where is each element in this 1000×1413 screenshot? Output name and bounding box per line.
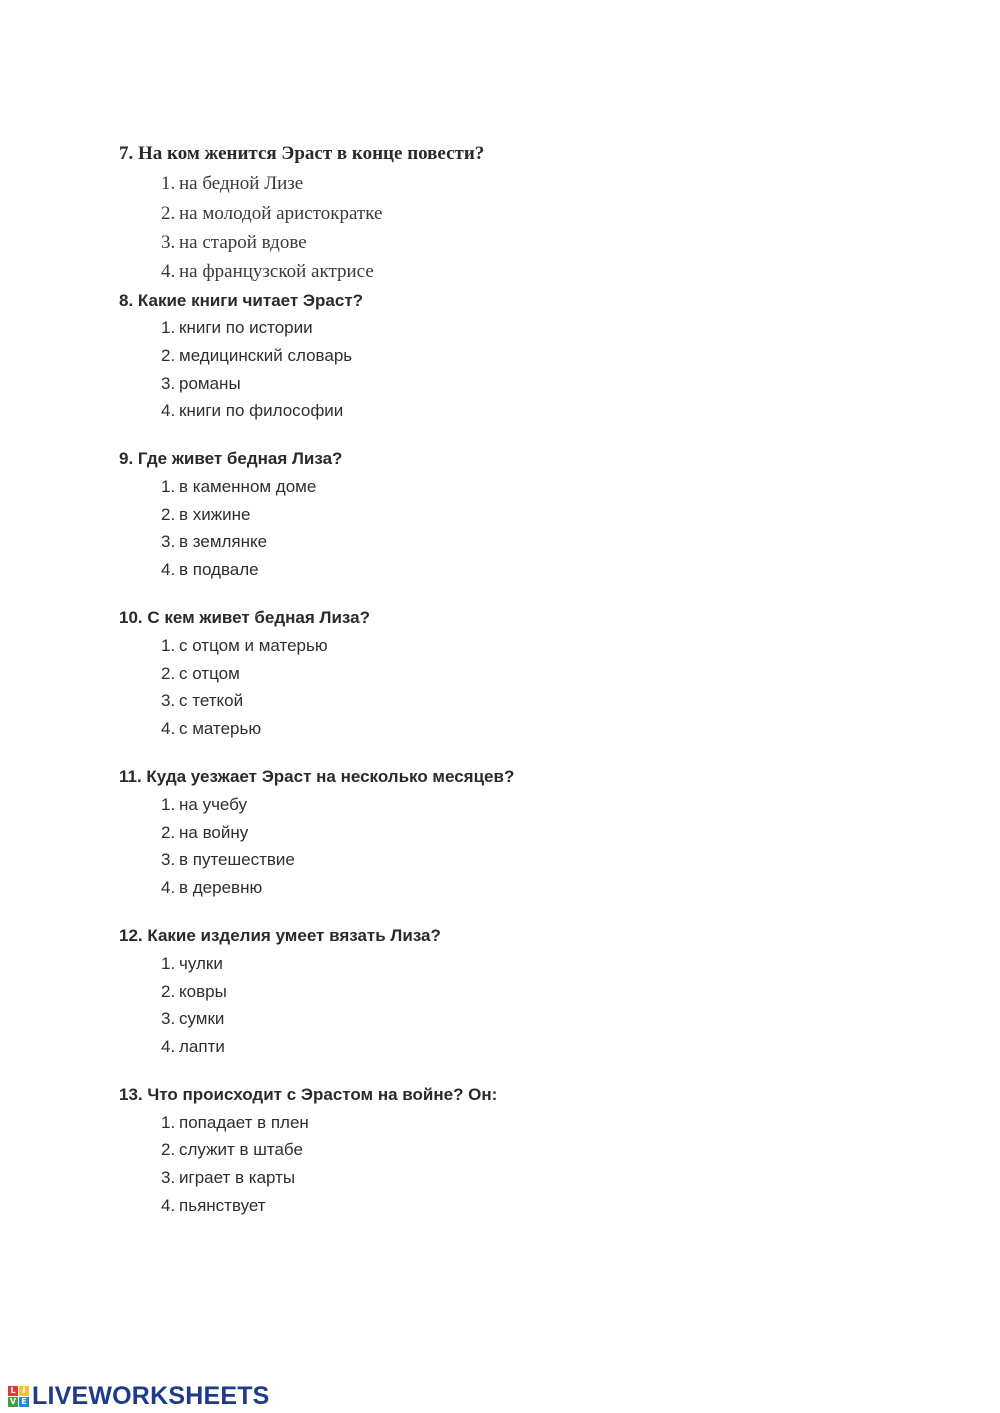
option-number: 3. — [161, 1009, 176, 1028]
option-text: в каменном доме — [179, 477, 317, 496]
option-number: 3. — [161, 232, 176, 253]
option-text: с матерью — [179, 719, 262, 738]
question-11-option-4[interactable] — [161, 878, 262, 898]
option-number: 1. — [161, 954, 176, 973]
logo-mark-letter: V — [9, 1396, 17, 1406]
question-11-option-1[interactable] — [161, 795, 247, 815]
question-12-option-2[interactable] — [161, 982, 227, 1002]
option-text: на французской актрисе — [179, 261, 374, 282]
option-text: с отцом и матерью — [179, 636, 328, 655]
option-text: ковры — [179, 982, 227, 1001]
question-13-option-2[interactable] — [161, 1140, 303, 1160]
option-text: в землянке — [179, 532, 268, 551]
question-7-option-4[interactable] — [161, 261, 374, 283]
liveworksheets-mark-icon — [8, 1386, 29, 1407]
question-9-option-1[interactable] — [161, 477, 316, 497]
option-number: 2. — [161, 346, 176, 365]
option-number: 3. — [161, 374, 176, 393]
question-9-option-2[interactable] — [161, 505, 250, 525]
option-number: 2. — [161, 823, 176, 842]
question-11-title: 11. Куда уезжает Эраст на несколько месяцев? — [119, 767, 515, 786]
option-number: 1. — [161, 173, 176, 194]
option-text: в подвале — [179, 560, 259, 579]
question-9-title: 9. Где живет бедная Лиза? — [119, 449, 343, 468]
question-8-option-3[interactable] — [161, 374, 241, 394]
option-text: на войну — [179, 823, 249, 842]
question-12-option-1[interactable] — [161, 954, 223, 974]
option-number: 4. — [161, 1196, 176, 1215]
question-13-title: 13. Что происходит с Эрастом на войне? Он: — [119, 1085, 498, 1104]
option-text: пьянствует — [179, 1196, 266, 1215]
option-text: с теткой — [179, 691, 244, 710]
question-9-option-3[interactable] — [161, 532, 267, 552]
option-text: в хижине — [179, 505, 251, 524]
question-8-option-1[interactable] — [161, 318, 313, 338]
option-number: 1. — [161, 477, 176, 496]
option-text: сумки — [179, 1009, 225, 1028]
logo-mark-letter: L — [8, 1386, 18, 1396]
option-number: 3. — [161, 691, 176, 710]
option-number: 4. — [161, 401, 176, 420]
question-11-option-2[interactable] — [161, 823, 248, 843]
option-number: 2. — [161, 203, 176, 224]
option-number: 1. — [161, 318, 176, 337]
option-number: 2. — [161, 505, 176, 524]
option-text: лапти — [179, 1037, 225, 1056]
option-number: 4. — [161, 719, 176, 738]
liveworksheets-logo — [8, 1383, 270, 1409]
logo-mark-letter: E — [19, 1397, 29, 1407]
option-text: служит в штабе — [179, 1140, 303, 1159]
question-8-title: 8. Какие книги читает Эраст? — [119, 291, 364, 310]
question-11-option-3[interactable] — [161, 850, 295, 870]
question-12-option-4[interactable] — [161, 1037, 225, 1057]
question-13-option-3[interactable] — [161, 1168, 295, 1188]
option-number: 4. — [161, 560, 176, 579]
option-text: в деревню — [179, 878, 263, 897]
option-text: играет в карты — [179, 1168, 296, 1187]
option-text: в путешествие — [179, 850, 295, 869]
question-7-option-3[interactable] — [161, 232, 307, 254]
option-number: 4. — [161, 261, 176, 282]
option-text: с отцом — [179, 664, 240, 683]
question-10-option-3[interactable] — [161, 691, 243, 711]
option-text: на бедной Лизе — [179, 173, 304, 194]
option-number: 2. — [161, 1140, 176, 1159]
question-7-title: 7. На ком женится Эраст в конце повести? — [119, 143, 485, 164]
question-12-title: 12. Какие изделия умеет вязать Лиза? — [119, 926, 441, 945]
question-13-option-4[interactable] — [161, 1196, 266, 1216]
question-8-option-2[interactable] — [161, 346, 352, 366]
question-10-option-4[interactable] — [161, 719, 261, 739]
option-text: на молодой аристократке — [179, 203, 383, 224]
option-number: 4. — [161, 878, 176, 897]
option-number: 1. — [161, 636, 176, 655]
question-7-option-2[interactable] — [161, 203, 382, 225]
option-text: романы — [179, 374, 241, 393]
option-text: чулки — [179, 954, 223, 973]
option-text: на старой вдове — [179, 232, 307, 253]
option-text: книги по истории — [179, 318, 313, 337]
option-number: 1. — [161, 795, 176, 814]
option-number: 3. — [161, 532, 176, 551]
option-number: 4. — [161, 1037, 176, 1056]
question-10-title: 10. С кем живет бедная Лиза? — [119, 608, 370, 627]
option-number: 3. — [161, 850, 176, 869]
question-12-option-3[interactable] — [161, 1009, 224, 1029]
question-10-option-1[interactable] — [161, 636, 328, 656]
question-7-option-1[interactable] — [161, 173, 303, 195]
question-8-option-4[interactable] — [161, 401, 343, 421]
logo-mark-letter: I — [19, 1386, 29, 1396]
question-9-option-4[interactable] — [161, 560, 259, 580]
question-13-option-1[interactable] — [161, 1113, 309, 1133]
option-number: 1. — [161, 1113, 176, 1132]
logo-text: LIVEWORKSHEETS — [32, 1381, 270, 1410]
option-text: медицинский словарь — [179, 346, 353, 365]
option-number: 2. — [161, 982, 176, 1001]
option-number: 2. — [161, 664, 176, 683]
option-text: попадает в плен — [179, 1113, 309, 1132]
option-number: 3. — [161, 1168, 176, 1187]
option-text: книги по философии — [179, 401, 344, 420]
question-10-option-2[interactable] — [161, 664, 240, 684]
option-text: на учебу — [179, 795, 248, 814]
